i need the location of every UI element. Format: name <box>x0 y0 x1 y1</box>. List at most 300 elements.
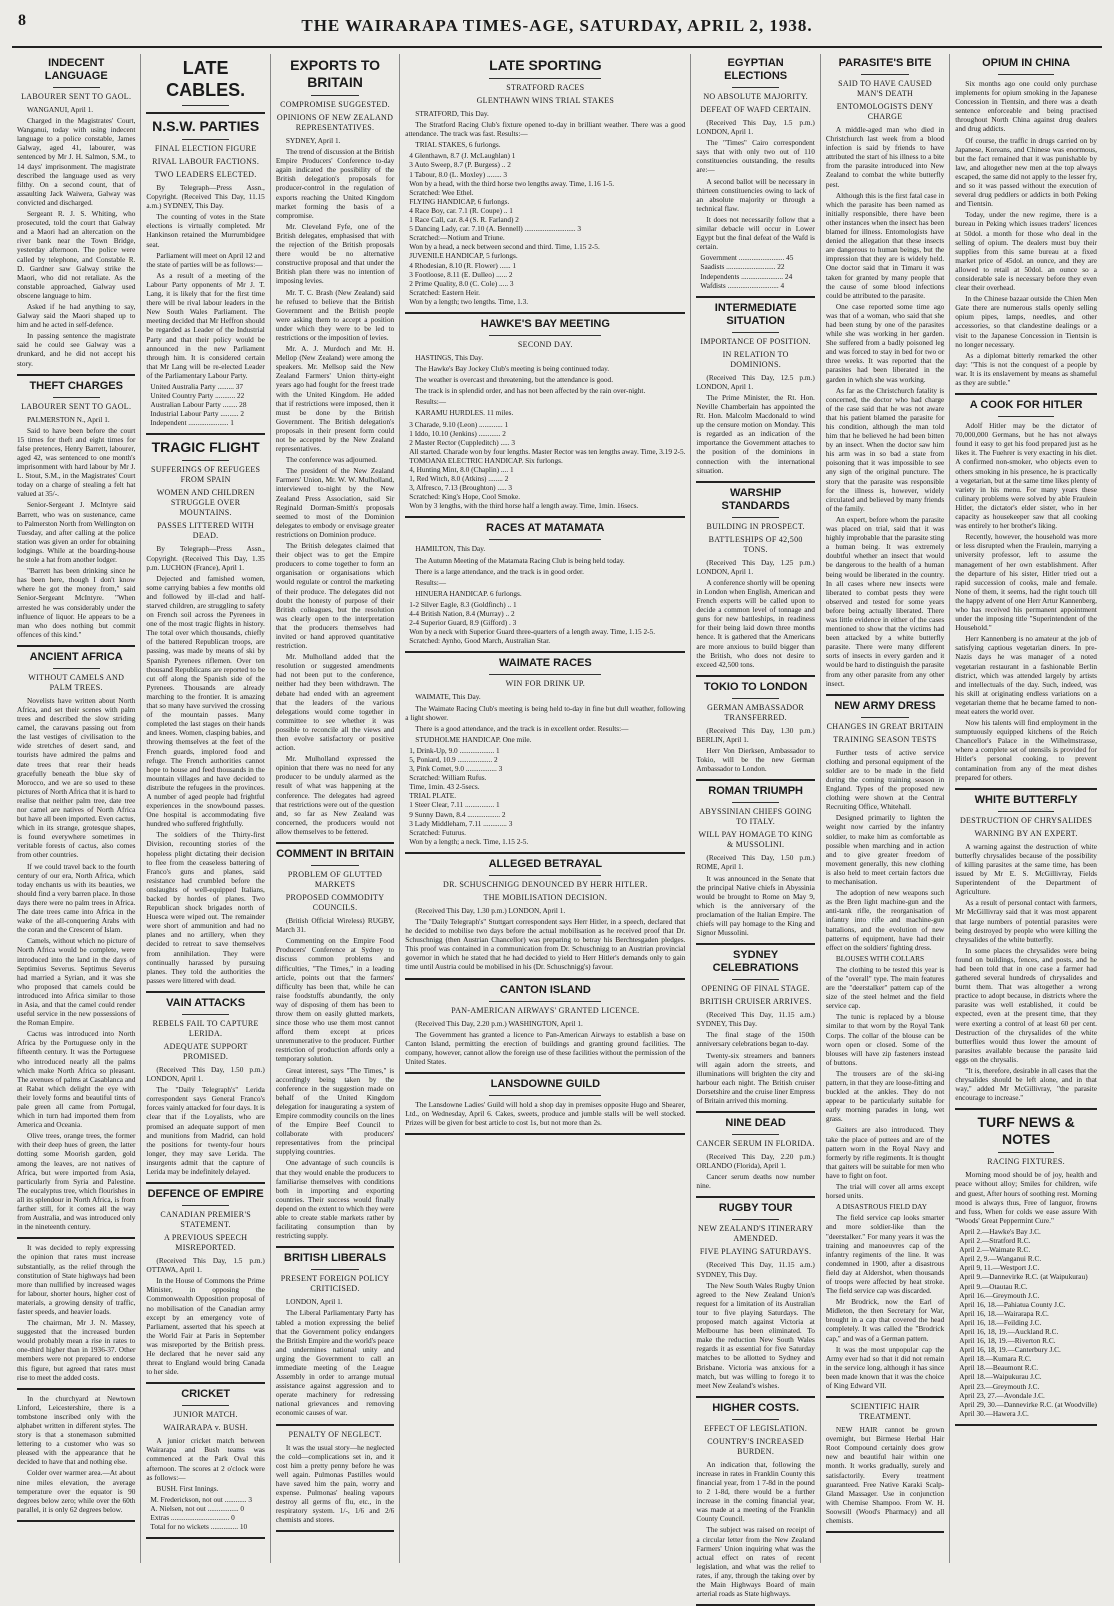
results-line: April 16, 18.—Feilding J.C. <box>959 1317 1042 1327</box>
article-separator <box>405 312 685 314</box>
article <box>17 1243 135 1381</box>
results-line: April 29, 30.—Dannevirke R.C. (at Woodville) <box>959 1399 1097 1409</box>
article-subheading: PROPOSED COMMODITY COUNCILS. <box>285 893 385 913</box>
article-paragraph: A junior cricket match between Wairarapa and Bush teams was commenced at the Park Oval this afternoon. The scores at 2 o'clock were as follows:— <box>146 1436 265 1482</box>
results-line: 3 Footloose, 8.11 (E. Dulleo) ...... 2 <box>409 269 513 279</box>
article <box>955 1114 1097 1418</box>
article-paragraph: The weather is overcast and threatening, but the attendance is good. <box>415 375 614 385</box>
article-dateline: (Received This Day, 2.20 p.m.) WASHINGTON, April 1. <box>415 1018 583 1028</box>
article <box>17 57 135 368</box>
article-separator <box>696 943 814 945</box>
article-paragraph: As far as the Christchurch fatality is concerned, the doctor who had charge of the case said that he was not aware that his patient blamed the parasite for his condition, although the man told him that he believed he had been bitten by an insect. When the doctor saw him his arm was in so bad a state from poisoning that it was impossible to see any sign of the original puncture. The story that the parasite was responsible for the illness is, however, widely circulated and believed by many friends of the family. <box>825 385 945 513</box>
article-subheading: GLENTHAWN WINS TRIAL STAKES <box>476 96 615 105</box>
article <box>696 785 814 937</box>
article-paragraph: There is a large attendance, and the track is in good order. <box>415 566 584 576</box>
results-list <box>405 151 685 306</box>
article-separator <box>696 1111 814 1113</box>
results-line: Won by 3 lengths, with the third horse half a length away. Time, 1min. 16secs. <box>409 501 639 511</box>
results-line: 4, Hunting Mint, 8.0 (Chaplin) .... 1 <box>409 465 514 474</box>
article-separator <box>146 991 264 993</box>
article-dateline: WAIMATE, This Day. <box>415 692 481 702</box>
results-line: April 18.—Waipukurau J.C. <box>959 1372 1042 1382</box>
article <box>405 522 685 645</box>
article-subheading: WILL PAY HOMAGE TO KING & MUSSOLINI. <box>698 830 813 850</box>
results-line: 3 Charade, 9.10 (Leon) ............. 1 <box>409 419 509 429</box>
article-subheading: BRITISH CRUISER ARRIVES. <box>699 997 812 1007</box>
results-line: 5, Poniard, 10.9 ................... 2 <box>409 754 498 764</box>
article-paragraph: The tunic is replaced by a blouse similar to that worn by the Royal Tank Corps. The collar of the blouse can be worn open or closed. Some of the blouses will have zip fasteners instead of buttons. <box>825 1012 945 1067</box>
article-paragraph: Recently, however, the household was more or less disrupted when the Fraulein, marrying a university professor, left to assume the management of her own establishment. After the departure of his sister, Hitler tried out a rapid succession of cooks, male and female. None of them, it seems, had the right touch till the happy advent of one Herr Artur Kannenberg, who has received his permanent appointment under the imposing title "Superintendent of the Household." <box>955 532 1097 633</box>
article <box>955 57 1097 387</box>
results-line: FLYING HANDICAP, 6 furlongs. <box>409 196 510 206</box>
results-line: April 16, 18.—Pahiatua County J.C. <box>959 1299 1066 1309</box>
article <box>826 57 944 688</box>
article-subheading: PASSES LITTERED WITH DEAD. <box>157 521 254 541</box>
article-separator <box>146 112 264 114</box>
article-paragraph: Although this is the first fatal case in which the parasite has been named as initially responsible, there have been other instances when the insect has been blamed for illness. Entomologists have denied the allegation that these insects are dangerous to human beings, but the impression that they are is widely held. One doctor said that in Timaru it was taken for granted by many people that the cause of some blood infections could be attributed to the parasite. <box>825 190 945 300</box>
results-list <box>146 1495 264 1531</box>
article-subheading: PROBLEM OF GLUTTED MARKETS <box>287 870 383 890</box>
article-paragraph: In passing sentence the magistrate said he could see Galway was a drunkard, and he did not accept his story. <box>17 331 136 368</box>
results-line: JUVENILE HANDICAP, 5 furlongs. <box>409 251 518 261</box>
article-separator <box>276 1530 394 1532</box>
article-separator <box>696 481 814 483</box>
headline-rule <box>489 78 601 79</box>
results-line: Government ......................... 45 <box>700 253 794 263</box>
results-line: 1-2 Silver Eagle, 8.3 (Goldfinch) .. 1 <box>409 599 517 609</box>
article-paragraph: Parliament will meet on April 12 and the state of parties will be as follows:— <box>146 250 265 269</box>
article-separator <box>696 779 814 781</box>
headline-rule <box>53 87 100 88</box>
article-paragraph: "Barrett has been drinking since he has been here, though I don't know where he got the money from," said Senior-Sergeant McIntyre. "When arrested he was considerably under the influence of liquor. He appears to be a man who does nothing but commit offences of this kind." <box>17 566 136 639</box>
results-line: M. Frederickson, not out ............ 3 <box>150 1494 252 1504</box>
results-line: April 2.—Stratford R.C. <box>959 1236 1031 1246</box>
article-paragraph: Designed primarily to lighten the weight now carried by the infantry soldier, to make him as comfortable as possible when marching and in action and to give greater freedom of movement generally, this new clothing is also held to meet certain factors due to mechanisation. <box>825 813 945 887</box>
article-subheading: OPENING OF FINAL STAGE. <box>701 984 810 994</box>
article-separator <box>696 1396 814 1398</box>
article-separator <box>405 978 685 980</box>
results-line: Saadists ........................... 22 <box>700 262 785 272</box>
article-paragraph: The Government has granted a licence to Pan-American Airways to establish a base on Canton Island, permitting the erection of buildings and granting ground facilities. The company, however, cannot allow the foreign use of these facilities without the permission of the United States. <box>405 1029 686 1066</box>
results-line: Scratched: Eastern Heir. <box>409 287 480 297</box>
article-paragraph: The Autumn Meeting of the Matamata Racing Club is being held today. <box>415 555 625 565</box>
article-paragraph: In the churchyard at Newtown Linford, Leicestershire, there is a tombstone inscribed only with the alphabet written in different styles. The story is that a stonemason submitted lettering to a customer who was so pleased with the appearance that he decided to have that and nothing else. <box>17 1393 136 1467</box>
results-line: April 16, 18.—Wairarapa R.C. <box>959 1308 1049 1318</box>
article-paragraph: BLOUSES WITH COLLARS <box>835 953 925 963</box>
results-line: 4 Glenthawn, 8.7 (J. McLaughlan) 1 <box>409 151 516 161</box>
article-separator <box>146 1182 264 1184</box>
article <box>146 1188 264 1376</box>
article <box>405 1078 685 1127</box>
headline-rule <box>311 865 358 866</box>
article <box>696 1202 814 1389</box>
article <box>405 318 685 511</box>
results-line: Won by a head, with the third horse two lengths away. Time, 1.16 1-5. <box>409 178 615 188</box>
article-paragraph: KARAMU HURDLES. 11 miles. <box>415 408 514 418</box>
results-line: Scratched: Aynho, Good March, Australian Star. <box>409 636 551 646</box>
article-paragraph: Camels, without which no picture of North Africa would be complete, were introduced into the land in the days of Septimius Severus. Septimus Severus had married a Syrian, and it was she who proposed that camels could be introduced into Africa similar to those in Asia, and that the camel could render useful service in the new possessions of the Roman Empire. <box>17 936 136 1028</box>
article-paragraph: Great interest, says "The Times," is accordingly being taken by the conference in the suggestion made on behalf of the United Kingdom delegation for inaugurating a system of Empire commodity councils on the lines of the Empire Beef Council to collaborate with producers' representatives from the principal supplying countries. <box>275 1065 395 1157</box>
article-subheading: BUILDING IN PROSPECT. <box>706 521 805 531</box>
newspaper-title: THE WAIRARAPA TIMES-AGE, SATURDAY, APRIL 2, 1938. <box>301 16 813 35</box>
results-line: Scratched: William Rufus. <box>409 773 487 783</box>
article <box>826 1402 944 1525</box>
article-subheading: PRESENT FOREIGN POLICY CRITICISED. <box>280 1274 390 1294</box>
article-paragraph: The Hawke's Bay Jockey Club's meeting is being continued today. <box>415 364 610 374</box>
results-line: United Australia Party ......... 37 <box>150 381 244 391</box>
article-separator <box>405 1133 685 1135</box>
article-paragraph: The trousers are of the ski-ing pattern, in that they are loose-fitting and buckled at the ankles. They do not appear to be particularly suitable for early morning parades in long, wet grass. <box>825 1068 945 1124</box>
article-paragraph: It does not necessarily follow that a similar debacle will occur in Lower Egypt but the final defeat of the Wafd is certain. <box>696 214 815 252</box>
article-subheading: SAID TO HAVE CAUSED MAN'S DEATH <box>838 79 933 98</box>
column-container <box>12 54 1102 1599</box>
article-paragraph: Adolf Hitler may be the dictator of 70,000,000 Germans, but he has not always found it easy to get his food prepared just as he likes it. The Fuehrer is very exacting in his diet. A confirmed non-smoker, who objects even to others smoking in his presence, he is practically a vegetarian, but at the same time likes plenty of variety in his menu. For many years these culinary problems were solved by able Fraulein Hitler, the dictator's elder sister, who in her capacity as housekeeper saw that all cooking was entirely to her brother's liking. <box>955 421 1097 531</box>
results-line: A. Nielsen, not out ................. 0 <box>150 1503 245 1513</box>
article-paragraph: The chairman, Mr J. N. Massey, suggested that the increased burden would probably mean a rise in rates to one-third higher than in 1936-37. Other members were not prepared to endorse this figure, but agreed that rates must rise to meet the added costs. <box>17 1318 136 1382</box>
article-dateline: WANGANUI, April 1. <box>27 105 94 114</box>
article-dateline: (British Official Wireless) RUGBY, March 31. <box>275 916 395 935</box>
article-paragraph: The track is in splendid order, and has not been affected by the rain over-night. <box>415 386 646 396</box>
results-line: Industrial Labour Party .......... 2 <box>150 409 245 419</box>
article-paragraph: The Lansdowne Ladies' Guild will hold a shop day in premises opposite Hugo and Shearer, Ltd., on Wednesday, April 6. Cakes, sweets, produce and jumble stalls will be well stocked. Prizes will be given for best article to cost 1s, but not more than 2s. <box>405 1100 686 1128</box>
results-line: April 23, 27.—Avondale J.C. <box>959 1390 1045 1400</box>
article <box>276 848 394 1240</box>
article-paragraph: An indication that, following the increase in rates in Franklin County this financial year, from 1 7-8d in the pound to 2 1-8d, there would be a further increase in the coming financial year, was made at a meeting of the Franklin County Council. <box>696 1459 815 1524</box>
article-paragraph: Today, under the new regime, there is a bureau in Peking which issues traders' licences at 50dol. a month for those who deal in the selling of opium. The dealers must buy their supplies from this same bureau at a fixed market price of 45dol. an ounce, and they are allowed to retail at 50dol. an ounce so a considerable sale is necessary before they even clear their overhead. <box>955 210 1097 293</box>
article-paragraph: Results:— <box>415 397 447 407</box>
headline-rule <box>732 517 779 518</box>
results-line: April 16, 18, 19.—Auckland R.C. <box>959 1326 1059 1336</box>
results-line: 1 Steer Clear, 7.11 ................ 1 <box>409 800 500 810</box>
article-paragraph: As a diplomat bitterly remarked the other day: "This is not the conquest of a people by war. It is its enslavement by means as shameful as they are subtle." <box>955 350 1097 387</box>
column-7 <box>950 54 1102 1563</box>
article-paragraph: The trial will cover all arms except horsed units. <box>825 1182 945 1201</box>
headline-rule <box>53 397 100 398</box>
article-paragraph: The counting of votes in the State elections is virtually completed. Mr Hankinson retained the Murrumbidgee seat. <box>146 212 265 249</box>
column-1 <box>12 54 141 1563</box>
headline-rule <box>732 332 779 333</box>
article-paragraph: HINUERA HANDICAP. 6 furlongs. <box>415 588 522 598</box>
headline-rule <box>311 95 358 96</box>
article-subheading: BATTLESHIPS OF 42,500 TONS. <box>708 534 803 554</box>
article-separator <box>146 433 264 435</box>
article-subheading: OPINIONS OF NEW ZEALAND REPRESENTATIVES. <box>276 113 394 132</box>
results-line: 5 Dancing Lady, car. 7.10 (A. Bennell) ............................ 3 <box>409 224 582 234</box>
article-subheading: WITHOUT CAMELS AND PALM TREES. <box>28 672 125 692</box>
article-subheading: REBELS FAIL TO CAPTURE LERIDA. <box>152 1018 259 1038</box>
headline-rule <box>182 1014 229 1015</box>
headline-rule <box>998 74 1055 75</box>
headline-rule <box>998 416 1055 417</box>
results-line: Independents ....................... 24 <box>700 271 793 281</box>
article-subheading: THE MOBILISATION DECISION. <box>483 892 608 902</box>
article-separator <box>955 1108 1097 1110</box>
article-paragraph: The adoption of new weapons such as the Bren light machine-gun and the anti-tank rifle, the reorganisation of infantry into rifle and machine-gun battalions, and the evolution of new patterns of equipment, have had their effect on the soldiers' fighting dress. <box>825 888 945 952</box>
article-dateline: (Received This Day, 12.5 p.m.) LONDON, April 1. <box>696 372 815 391</box>
article <box>696 57 814 290</box>
article-dateline: (Received This Day, 1.50 p.m.) LONDON, April 1. <box>146 1064 265 1084</box>
article-dateline: (Received This Day, 1.30 p.m.) LONDON, April 1. <box>415 905 566 915</box>
results-line: 2 Master Rector (Cuppleditch) ..... 3 <box>409 437 516 447</box>
article-paragraph: TRIAL STAKES, 6 furlongs. <box>415 140 501 150</box>
article-subheading: NEW ZEALAND'S ITINERARY AMENDED. <box>697 1224 814 1244</box>
article-paragraph: If we could travel back to the fourth century of our era, North Africa, which today enchants us with its beauties, we should find a very barren place. In those days there were no palm trees in Africa. The date trees came into Africa in the wake of the all-conquering Arabs with the coran and the Crescent of Islam. <box>17 861 136 935</box>
article-paragraph: Mr. A. J. Murdoch and Mr. H. Mellop (New Zealand) were among the speakers. Mr. Mellsop said the New Zealand Farmers' Union thirty-eight years ago had fought for the freest trade with the United Kingdom. He added that if restrictions were imposed, then it must be done by the British Government. The British delegation's proposals in their present form could not be accepted by the New Zealand representatives. <box>275 344 395 454</box>
results-line: 9 Sunny Dawn, 8.4 .................. 2 <box>409 809 506 819</box>
article-paragraph: The "Daily Telegraph's" Lerida correspondent says General Franco's forces vainly attacked for four days. It is clear that if the Loyalists, who are promised an adequate support of men and munitions from Madrid, can hold the positions for twenty-four hours longer, they may save Lerida. The insurgents admit that the capture of Lerida may be indefinitely delayed. <box>146 1085 265 1176</box>
results-line: Australian Labour Party ........ 28 <box>150 400 247 410</box>
article-subheading: DESTRUCTION OF CHRYSALIDES <box>959 815 1093 825</box>
headline-rule <box>182 1405 229 1406</box>
article-paragraph: Commenting on the Empire Food Producers' Conference at Sydney to discuss common problems and difficulties, "The Times," in a leading article, points out that the farmers' difficulty has been that, while he can raise foodstuffs abundantly, the only way of disposing of them has been to throw them on easily glutted markets, since those who use them most cannot afford them except at prices unremunerative to the producer. Further restriction of production affords only a temporary solution. <box>275 936 395 1064</box>
article-subheading: TRAINING SEASON TESTS <box>833 734 937 744</box>
article-headline: OPIUM IN CHINA <box>982 57 1071 69</box>
article-headline: TURF NEWS & NOTES <box>977 1114 1075 1148</box>
article-dateline: LONDON, April 1. <box>285 1297 343 1307</box>
article-headline: TRAGIC FLIGHT <box>151 439 260 456</box>
article-paragraph: The Liberal Parliamentary Party has tabled a motion expressing the belief that the Government policy endangers the British Empire and the world's peace and undermines national unity and urging the Government to call an immediate meeting of the League Assembly in order to arrange mutual assistance against aggression and to operate machinery for redressing national grievances and removing economic causes of war. <box>275 1308 395 1418</box>
article-headline: BRITISH LIBERALS <box>284 1252 387 1265</box>
article-headline: ROMAN TRIUMPH <box>708 785 803 798</box>
article-paragraph: The subject was raised on receipt of a circular letter from the New Zealand Farmers' Union inquiring what was the actual effect on rates of recent legislation, and what was the relief to rates, if any, through the taking over by the Main Highways Board of main arterial roads as State highways. <box>696 1525 815 1599</box>
results-line: 1 Tabour, 8.0 (L. Moxley) ........ 3 <box>409 169 508 179</box>
article-separator <box>955 393 1097 395</box>
headline-rule <box>732 698 779 699</box>
article-paragraph: Asked if he had anything to say, Galway said the Maori shaped up to him and he acted in self-defence. <box>17 301 136 330</box>
article-paragraph: Gaiters are also introduced. They take the place of puttees and are of the pattern worn in the Royal Navy and formerly by rifle regiments. It is thought that gaiters will be suitable for men who have to fight on foot. <box>825 1125 945 1180</box>
article-separator <box>17 645 135 647</box>
article <box>696 302 814 475</box>
results-line: 2 Prime Quality, 8.0 (C. Cole) ..... 3 <box>409 278 514 288</box>
article-paragraph: One case reported some time ago was that of a woman, who said that she had been stung by one of the parasites while she was working in her garden. She suffered from a badly poisoned leg and was forced to stay in bed for two or three weeks. It was reported that the parasites had been liberated in the garden in which she was working. <box>825 301 945 384</box>
article-paragraph: It was the most unpopular cap the Army ever had so that it did not remain in the service long, although it has since been made known that it was the choice of King Edward VII. <box>825 1344 945 1390</box>
article-subheading: DR. SCHUSCHNIGG DENOUNCED BY HERR HITLER. <box>443 879 648 889</box>
article-headline: LATE CABLES. <box>166 58 246 100</box>
results-line: Total for no wickets ............... 10 <box>150 1522 248 1532</box>
article-headline: HAWKE'S BAY MEETING <box>480 317 610 330</box>
article-paragraph: As a result of a meeting of the Labour Party opponents of Mr J. T. Lang, it is likely that for the first time there will be rival labour leaders in the New South Wales Parliament. The meeting decided that Mr Heffron should be regarded as Leader of the Industrial Party and that their policy would be announced in the new Parliament through him. It is considered certain that Mr Lang will be re-elected Leader of the Parliamentary Labour Party. <box>146 270 265 380</box>
article <box>405 657 685 846</box>
article-subheading: ABYSSINIAN CHIEFS GOING TO ITALY. <box>699 807 812 827</box>
article-separator <box>955 788 1097 790</box>
article <box>146 57 264 106</box>
results-list <box>405 600 685 645</box>
article-separator <box>696 296 814 298</box>
results-line: Scratched: Futurus. <box>409 827 467 837</box>
article-subheading: NO ABSOLUTE MAJORITY. <box>703 92 808 101</box>
article <box>146 1388 264 1531</box>
article-paragraph: The trend of discussion at the British Empire Producers' Conference to-day again indicated the possibility of the British delegation's proposals for producer-control in the regulation of exports reaching the United Kingdom market forming the basis of a compromise. <box>275 147 395 220</box>
article <box>955 794 1097 1103</box>
article-paragraph: Now his talents will find employment in the sumptuously equipped kitchens of the Reich Chancellor's Palace in the Wilhelmstrasse, where a complete set of utensils is provided for Hitler's personal cooking, to prevent contamination from any of the meat dishes prepared for others. <box>955 718 1097 782</box>
results-list <box>146 382 264 427</box>
article-headline: RUGBY TOUR <box>718 1202 793 1215</box>
article-headline: WAIMATE RACES <box>499 657 592 670</box>
results-line: Wafdists ............................ 4 <box>700 280 785 290</box>
article <box>405 858 685 972</box>
article-paragraph: Of course, the traffic in drugs carried on by Japanese, Koreans, and Chinese was enormous, but the fact remained that it was punishable by law, and altogether new men at the top always escaped, the same did not apply to the lesser fry, and so it was passed without the execution of several drug peddlers or addicts in both Peking and Tientsin. <box>955 135 1097 209</box>
results-line: 4-4 British Nation, 8.4 (Murray) .. 2 <box>409 609 515 619</box>
article <box>146 997 264 1176</box>
article <box>146 118 264 427</box>
article-headline: ALLEGED BETRAYAL <box>488 857 603 870</box>
article <box>146 439 264 985</box>
article-paragraph: Novelists have written about North Africa, and set their scenes with palm trees and described the slow striding camel, the caravans passing out from the last vestiges of civilisation to the wide stretches of desert sand, and tourists have admired the palms and date trees that rear their heads gracefully beneath the blue sky of Morocco, and we are so used to these pictures of North Africa that it is hard to realise that neither palm tree, date tree nor camel are natives of North Africa but have all been imported. Even cactus, which in its strange, grotesque shapes, is found everywhere sometimes in veritable forests of cactus, also comes from other countries. <box>17 695 136 860</box>
headline-rule <box>53 668 100 669</box>
article-headline: WHITE BUTTERFLY <box>974 793 1078 806</box>
article-dateline: (Received This Day, 11.15 a.m.) SYDNEY, This Day. <box>696 1260 815 1279</box>
article-paragraph: Olive trees, orange trees, the former with their deep hues of green, the latter dotting some Moorish garden, gold among the leaves, are not natives of Africa, but were imported from Asia, particularly from Syria and Palestine. The eucalyptus tree, which flourishes in all its splendour in North Africa, is from farther still, for it comes all the way from Australia, and was introduced only in the nineteenth century. <box>17 1131 136 1232</box>
article-subheading: LABOURER SENT TO GAOL. <box>21 401 132 411</box>
article-paragraph: It was the usual story—he neglected the cold—complications set in, and it cost him a pretty penny before he was well again. Pulmonas Pastilles would have saved him the pain, worry and expense. Pulmonas' healing vapours destroy all germs of flu, etc., in the respiratory system. 1/-, 1/6 and 2/6 chemists and stores. <box>275 1442 395 1525</box>
article-subheading: LABOURER SENT TO GAOL. <box>21 92 132 101</box>
article <box>17 651 135 1231</box>
article-dateline: (Received This Day, 1.30 p.m.) BERLIN, April 1. <box>696 725 815 744</box>
article-paragraph: "It is, therefore, desirable in all cases that the chrysalides should be left alone, and in that way," added Mr McGillivray, "the parasite encourage to increase." <box>955 1066 1097 1103</box>
article <box>696 1402 814 1598</box>
article-subheading: COUNTRY'S INCREASED BURDEN. <box>707 1436 804 1456</box>
article-paragraph: STUDHOLME HANDICAP. One mile. <box>415 734 532 744</box>
article-paragraph: Charged in the Magistrates' Court, Wanganui, today with using indecent language to a police constable, James Galway, aged 41, labourer, was sentenced by Mr J. H. Salmon, S.M., to 14 days' imprisonment. The magistrate described the language used as very filthy. On a second count, that of assaulting Jack Waiwera, Galway was convicted and discharged. <box>17 116 136 207</box>
results-line: 4 Race Boy, car. 7.1 (R. Coupe) .. 1 <box>409 205 513 215</box>
article-headline: A COOK FOR HITLER <box>969 399 1083 412</box>
results-line: 3, Alfresco, 7.13 (Broughton) ..... 3 <box>409 483 513 493</box>
article-separator <box>696 675 814 677</box>
article <box>696 681 814 773</box>
article-separator <box>405 852 685 854</box>
results-line: 2-4 Superior Guard, 8.9 (Gifford) . 3 <box>409 618 517 628</box>
article-separator <box>17 1520 135 1522</box>
article-paragraph: Six months ago one could only purchase implements for opium smoking in the Japanese Concession in Tientsin, and there was a death sentence enforceable and being practised throughout North China against drug dealers and drug addicts. <box>955 79 1097 134</box>
article-paragraph: Results:— <box>415 577 447 587</box>
results-line: Won by a length; a neck. Time, 1.15 2-5. <box>409 836 529 846</box>
results-line: Scratched: King's Hope, Cool Smoke. <box>409 492 521 502</box>
article-subheading: ENTOMOLOGISTS DENY CHARGE <box>836 102 934 121</box>
results-line: 1 Race Call, car. 8.4 (S. R. Farland) 2 <box>409 215 519 225</box>
article-subheading: WOMEN AND CHILDREN STRUGGLE OVER MOUNTAINS. <box>156 488 255 518</box>
headline-rule <box>732 1219 779 1220</box>
article-separator <box>405 651 685 653</box>
article-headline: HIGHER COSTS. <box>712 1401 800 1414</box>
masthead <box>12 6 1102 48</box>
results-list <box>955 1227 1097 1418</box>
article-paragraph: Twenty-six streamers and banners will again adorn the streets, and illuminations will brighten the city and harbour each night. The British cruiser Dorsetshire and the cruise liner Empress of Britain arrived this morning. <box>696 1050 815 1105</box>
article-paragraph: An expert, before whom the parasite was placed on trial, said that it was highly improbable that the parasite sting a human being. It was extremely doubtful whether an insect that would be dangerous to the health of a human being would be liberated in the country. In all cases where new insects were liberated to combat pests they were observed and tested for some years before being actually liberated. There was little evidence in either of the cases mentioned to show that the victims had been attacked by a white butterfly parasite. There were many different sorts of insects in every garden and it would be hard to distinguish the parasite from any other parasite from any other insect. <box>825 514 945 688</box>
article-paragraph: Mr. T. C. Brash (New Zealand) said he refused to believe that the British Government and the British people were asking them to accept a position under which they were to be led to restrictions or the imposition of levies. <box>275 287 395 342</box>
article-headline: VAIN ATTACKS <box>166 996 246 1009</box>
headline-rule <box>732 802 779 803</box>
article <box>276 57 394 836</box>
column-4 <box>400 54 691 1563</box>
article-paragraph: Sergeant R. J. S. Whiting, who prosecuted, told the court that Galway and a Maori had an altercation on the river bank near the Town Bridge, yesterday afternoon. The police were called by telephone, and Constable R. D. Gardner saw Galway strike the Maori, who did not retaliate. As the constable approached, Galway used obscene language to him. <box>17 209 136 300</box>
article-separator <box>276 1246 394 1248</box>
article-paragraph: Mr. Mulholland expressed the opinion that there was no need for any producer to be unduly alarmed as the result of what was happening at the conference. The delegates had agreed that restrictions were out of the question and, so far as New Zealand was concerned, the producers would not allow themselves to be fettered. <box>275 754 395 836</box>
article <box>696 1117 814 1190</box>
results-line: April 16, 18, 19.—Riverton R.C. <box>959 1336 1056 1346</box>
article-headline: LATE SPORTING <box>489 57 602 73</box>
article-paragraph: A warning against the destruction of white butterfly chrysalides because of the possibility of killing parasites at the same time, has been issued by Mr E. S. McGillivray, Fields Superintendent of the Department of Agriculture. <box>955 841 1097 897</box>
results-line: April 9.—Otautau R.C. <box>959 1281 1028 1291</box>
article-subheading: IN RELATION TO DOMINIONS. <box>722 349 789 369</box>
article-headline: N.S.W. PARTIES <box>152 118 260 134</box>
article-subheading: WARNING BY AN EXPERT. <box>974 828 1078 838</box>
article-subheading: WAIRARAPA v. BUSH. <box>163 1423 248 1433</box>
article-separator <box>276 842 394 844</box>
results-line: Scratched:—Notium and Triune. <box>409 233 505 243</box>
headline-rule <box>489 1001 601 1002</box>
article-subheading: PENALTY OF NEGLECT. <box>288 1429 382 1439</box>
results-line: Extras ................................ 0 <box>150 1513 235 1523</box>
article-headline: COMMENT IN BRITAIN <box>276 848 394 861</box>
article-headline: PARASITE'S BITE <box>838 57 932 69</box>
results-line: Won by a length; two lengths. Time, 1.3. <box>409 296 529 306</box>
article-headline: INDECENT LANGUAGE <box>44 57 108 82</box>
article-subheading: CANCER SERUM IN FLORIDA. <box>696 1139 815 1149</box>
article-dateline: By Telegraph—Press Assn., Copyright. (Received This Day, 1.35 p.m. LUCHON (France), April 1. <box>146 544 265 572</box>
article-subheading: TWO LEADERS ELECTED. <box>154 170 257 179</box>
article-headline: EGYPTIAN ELECTIONS <box>724 57 788 82</box>
results-line: All started. Charade won by four lengths. Master Rector was ten lengths away. Time, 3.19 2-5. <box>409 446 686 456</box>
article-paragraph: The clothing to be tested this year is of the "overall" type. The main features are the "deerstalker" pattern cap of the size of the steel helmet and the field service cap. <box>825 964 945 1011</box>
results-line: Won by a head, a neck between second and third. Time, 1.15 2-5. <box>409 242 600 252</box>
article-dateline: HAMILTON, This Day. <box>415 544 486 554</box>
results-list <box>696 253 814 289</box>
results-line: United Country Party ........... 22 <box>150 391 245 401</box>
article-paragraph: Cactus was introduced into North Africa by the Portuguese only in the fifteenth century. It was the Portuguese who introduced nearly all the palms which make North Africa so pleasant. The avenues of palms at Casablanca and at Rabat which delight the eye with their lovely forms and beautiful tints of pale green all came from Portugal, which in turn had imported them from America and Oceania. <box>17 1029 136 1130</box>
article-paragraph: NEW HAIR cannot be grown overnight, but Birmese Herbal Hair Root Compound certainly does grow new and beautiful hair within one month. It works gradually, surely and satisfactorily. Every treatment guaranteed. Free Native Karaki Scalp-Gland Massager. Use in conjunction with Chemise Shampoo. From W. H. Soowsill (Wood's Pharmacy) and all chemists. <box>825 1425 945 1526</box>
article-paragraph: The soldiers of the Thirty-first Division, recounting stories of the hopeless plight dictating their decision to flee from the ceaseless battering of Franco's guns and planes, said resistance had crumbled before the onslaughts of well-equipped Italians, backed by hordes of planes. Two Republican shock brigades north of Huesca were wiped out. The remainder were short of ammunition and had no planes and no artillery, when they decided to retreat to save themselves from annihilation. They were continually harassed by pursuing planes. They told the authorities the passes were littered with dead. <box>146 830 265 985</box>
article-separator <box>146 1382 264 1384</box>
article-subheading: RACING FIXTURES. <box>987 1157 1065 1167</box>
article-paragraph: The Waimate Racing Club's meeting is being held to-day in fine but dull weather, following a light shower. <box>405 703 686 722</box>
article-separator <box>405 516 685 518</box>
article-subheading: EFFECT OF LEGISLATION. <box>704 1423 808 1433</box>
article <box>17 1394 135 1514</box>
article-paragraph: In the House of Commons the Prime Minister, in opposing the Commonwealth Opposition proposal of no mobilisation of the Canadian army except by an emergency vote of Parliament, asserted that his speech at the World Fair at Paris in September was misreported by the British press. He declared that he never said any threat to England would bring Canada to her side. <box>146 1276 265 1377</box>
results-line: 3, Pink Comet, 9.0 ................. 3 <box>409 764 503 774</box>
results-line: April 23.—Greymouth J.C. <box>959 1381 1040 1391</box>
results-line: 3 Auto Sweep, 8.7 (P. Burgess) .. 2 <box>409 160 511 170</box>
headline-rule <box>732 1134 779 1135</box>
results-line: Scratched: Wee Ethel. <box>409 187 474 197</box>
results-line: 3 Lady Middleham, 7.11 ............. 3 <box>409 818 513 828</box>
article-paragraph: The Prime Minister, the Rt. Hon. Neville Chamberlain has appointed the Rt. Hon. Malcolm Macdonald to wind up the censure motion on Monday. This is regarded as an indication of the importance the Government attaches to the position of the dominions in connection with the international situation. <box>696 392 815 475</box>
results-line: Won by a neck with Superior Guard three-quarters of a length away. Time, 1.15 2-5. <box>409 627 656 637</box>
article-paragraph: In some places the chrysalides were being found on buildings, fences, and posts, and he had been told that in one case a farmer had gathered several hundreds of chrysalides and burnt them. That was altogether a wrong practice to adopt because, in districts where the parasite was well established, it could be expected, even at the present time, that they were exerting a control of at least 60 per cent. Destruction of the chrysalides of the white butterflies would thus lower the amount of parasites available because the parasite laid eggs on the chrysalis. <box>955 945 1097 1064</box>
article-subheading: SUFFERINGS OF REFUGEES FROM SPAIN <box>150 465 261 485</box>
article-paragraph: A DISASTROUS FIELD DAY <box>835 1202 928 1212</box>
article-subheading: SECOND DAY. <box>517 339 573 349</box>
article-dateline: SYDNEY, April 1. <box>285 136 341 145</box>
article-dateline: (Received This Day, 1.25 p.m.) LONDON, April 1. <box>696 557 815 576</box>
article <box>696 487 814 669</box>
results-line: 1, Red Witch, 8.0 (Atkins) ........ 2 <box>409 474 509 484</box>
headline-rule <box>311 1269 358 1270</box>
article-paragraph: Said to have been before the court 15 times for theft and eight times for false pretences, Henry Barrett, labourer, aged 42, was sentenced to one month's imprisonment with hard labour by Mr J. L. Stout, S.M., in the Magistrates' Court today on a charge of stealing a felt hat valued at 35/-. <box>17 425 136 499</box>
article-paragraph: BUSH. First Innings. <box>156 1483 219 1493</box>
article-headline: EXPORTS TO BRITAIN <box>290 57 381 90</box>
article-paragraph: The "Times" Cairo correspondent says that with only two out of 110 constituencies outstanding, the results are:— <box>696 138 815 175</box>
results-list <box>405 420 685 511</box>
headline-rule <box>489 335 601 336</box>
article-paragraph: Dejected and famished women, some carrying babies a few months old and followed by ill-clad and half-starved children, are struggling to safety on French soil across the Pyrenees in one of the most tragic flights in history. The total over which thousands, chiefly of the battered Republican troops, are passing, was made by means of ski by Spanish Pyrenees riflemen. Over ten thousand Republicans are reported to be cut off along the Spanish side of the Pyrenees. Thousands are already marching to the frontier. It is amazing that so many have survived the crossing of the mountain passes. Many completed the last stages on their hands and knees. Women, clasping babies, and throwing themselves at the feet of the French guards, implored food and refuge. The French authorities cannot hope to house and feed thousands in the mountain villages and have decided to distribute the refugees in the provinces. A number of aged people had frightful experiences in the snowbound passes. One hospital is accommodating five hundred who suffered frightfully. <box>146 573 265 829</box>
article-separator <box>146 1537 264 1539</box>
article-paragraph: A conference shortly will be opening in London when English, American and French experts will be called upon to decide a common level of tonnage and guns for new battleships, in readiness for their being laid down three months hence. It is gathered that the Americans are more anxious to build bigger than the British, who does not desire to exceed 42,500 tons. <box>696 577 815 669</box>
article-headline: TOKIO TO LONDON <box>703 680 808 693</box>
article-headline: CRICKET <box>181 1388 231 1401</box>
article <box>17 380 135 639</box>
article <box>955 399 1097 782</box>
